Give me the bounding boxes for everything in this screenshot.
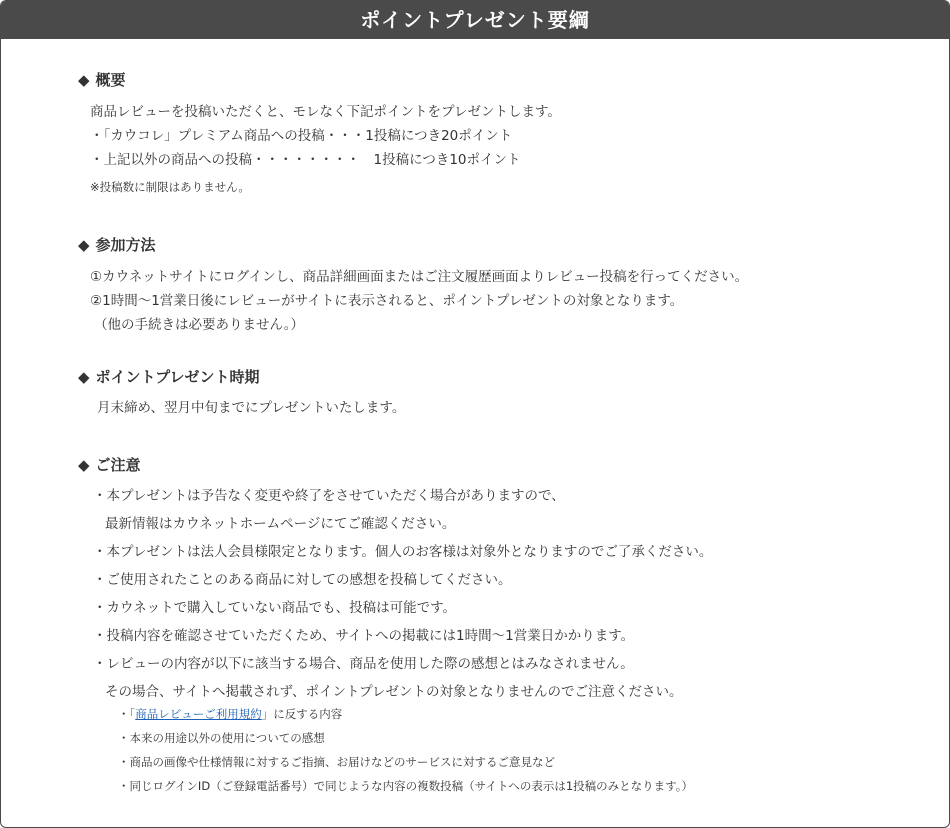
notes-line: ・ご使用されたことのある商品に対しての感想を投稿してください。 [93,572,512,588]
diamond-icon: ◆ [78,71,90,89]
participation-heading [78,234,156,255]
review-terms-link[interactable]: 商品レビューご利用規約 [135,707,262,721]
overview-line: ・「カウコレ」プレミアム商品への投稿・・・1投稿につき20ポイント [90,128,513,144]
notes-heading [78,454,141,475]
overview-line: 商品レビューを投稿いただくと、モレなく下記ポイントをプレゼントします。 [90,104,561,120]
overview-line: ・上記以外の商品への投稿・・・・・・・・ 1投稿につき10ポイント [90,152,521,168]
overview-heading [78,69,126,90]
notes-sub-item: ・商品の画像や仕様情報に対するご指摘、お届けなどのサービスに対するご意見など [118,755,555,769]
notes-sub-item: ・同じログインID（ご登録電話番号）で同じような内容の複数投稿（サイトへの表示は1投稿のみとなります。） [118,779,694,793]
participation-line: ①カウネットサイトにログインし、商品詳細画面またはご注文履歴画面よりレビュー投稿を行ってください。 [90,269,749,285]
diamond-icon: ◆ [78,368,90,386]
participation-line: ②1時間～1営業日後にレビューがサイトに表示されると、ポイントプレゼントの対象となります。 [90,293,684,309]
timing-line: 月末締め、翌月中旬までにプレゼントいたします。 [97,400,406,416]
diamond-icon: ◆ [78,236,90,254]
overview-note: ※投稿数に制限はありません。 [90,180,250,194]
page-title: ポイントプレゼント要綱 [1,1,949,39]
notes-line: ・本プレゼントは法人会員様限定となります。個人のお客様は対象外となりますのでご了承ください。 [93,544,713,560]
diamond-icon: ◆ [78,456,90,474]
notes-line: ・本プレゼントは予告なく変更や終了をさせていただく場合がありますので、 [93,488,565,504]
notes-line: その場合、サイトへ掲載されず、ポイントプレゼントの対象となりませんのでご注意ください。 [105,684,683,700]
notes-line: ・レビューの内容が以下に該当する場合、商品を使用した際の感想とはみなされません。 [93,656,634,672]
participation-title: 参加方法 [95,236,156,254]
notes-line: ・投稿内容を確認させていただくため、サイトへの掲載には1時間～1営業日かかります。 [93,628,635,644]
notes-sub-suffix: 」に反する内容 [261,707,343,721]
participation-line: （他の手続きは必要ありません。） [94,317,305,333]
overview-title: 概要 [95,71,126,89]
timing-title: ポイントプレゼント時期 [95,368,260,386]
notes-sub-item [118,706,342,722]
notes-sub-prefix: ・「 [118,707,136,721]
notes-title: ご注意 [95,456,141,474]
notes-line: ・カウネットで購入していない商品でも、投稿は可能です。 [93,600,457,616]
notes-line: 最新情報はカウネットホームページにてご確認ください。 [105,516,456,532]
timing-heading [78,366,260,387]
notes-sub-item: ・本来の用途以外の使用についての感想 [118,731,325,745]
